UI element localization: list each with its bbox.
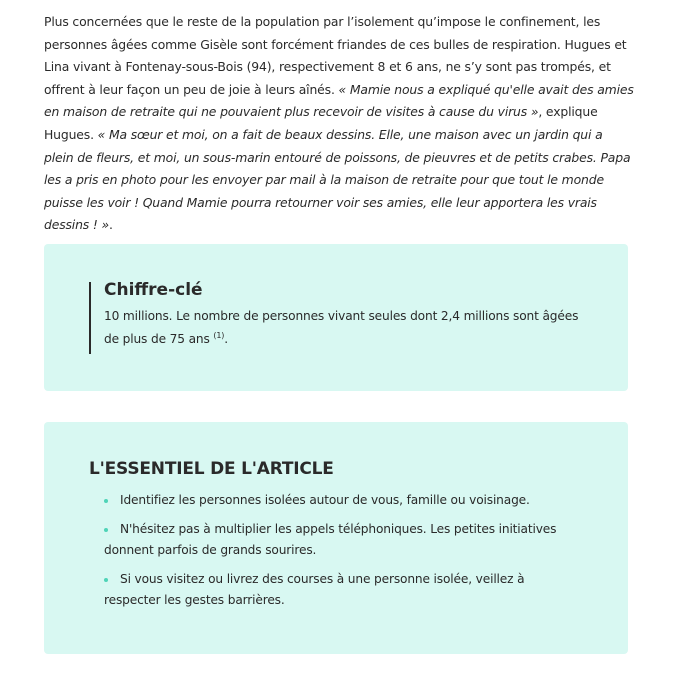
paragraph-text: . xyxy=(109,217,113,233)
list-item xyxy=(104,490,584,511)
list-item-text: Identifiez les personnes isolées autour de vous, famille ou voisinage. xyxy=(120,493,530,507)
quote: « Ma sœur et moi, on a fait de beaux dessins. Elle, une maison avec un jardin qui a plein de fleurs, et moi, un sous-marin entouré de poissons, de pieuvres et de petits crabes. Papa les a pris en photo pour les envoyer par mail à la maison de retraite pour que tout le monde puisse les voir ! Quand Mamie pourra retourner voir ses amies, elle leur apportera les vrais dessins ! » xyxy=(44,126,631,233)
list-item-text: N'hésitez pas à multiplier les appels téléphoniques. Les petites initiatives donnent parfois de grands sourires. xyxy=(104,522,557,557)
key-figure-text xyxy=(104,305,584,350)
paragraph-text: Plus concernées que le reste de la population par l’isolement qu’impose le confinement, les personnes âgées comme Gisèle sont forcément friandes de ces bulles de respiration. Hugues et Lina vivant à Fontenay-sous-Bois (94), respectivement 8 et 6 ans, ne s’y sont pas trompés, et offrent à leur façon un peu de joie à leurs aînés. xyxy=(44,14,627,97)
key-figure-end: . xyxy=(224,331,229,346)
essentials-box xyxy=(44,422,628,654)
key-figure-body: 10 millions. Le nombre de personnes vivant seules dont 2,4 millions sont âgées de plus de 75 ans xyxy=(104,309,579,346)
paragraph-text: , explique Hugues. xyxy=(44,104,598,142)
essentials-list xyxy=(104,490,584,619)
list-item xyxy=(104,519,584,561)
essentials-title: L'ESSENTIEL DE L'ARTICLE xyxy=(89,459,334,479)
key-figure-title: Chiffre-clé xyxy=(104,280,203,300)
key-figure-box xyxy=(44,244,628,391)
bullet-icon xyxy=(104,578,108,582)
list-item-text: Si vous visitez ou livrez des courses à une personne isolée, veillez à respecter les gestes barrières. xyxy=(104,572,525,607)
article-paragraph xyxy=(44,11,634,237)
list-item xyxy=(104,569,584,611)
quote: « Mamie nous a expliqué qu'elle avait des amies en maison de retraite qui ne pouvaient plus recevoir de visites à cause du virus » xyxy=(44,81,634,120)
bullet-icon xyxy=(104,528,108,532)
key-figure-quote xyxy=(89,282,584,354)
bullet-icon xyxy=(104,499,108,503)
footnote-ref[interactable]: (1) xyxy=(213,330,225,340)
